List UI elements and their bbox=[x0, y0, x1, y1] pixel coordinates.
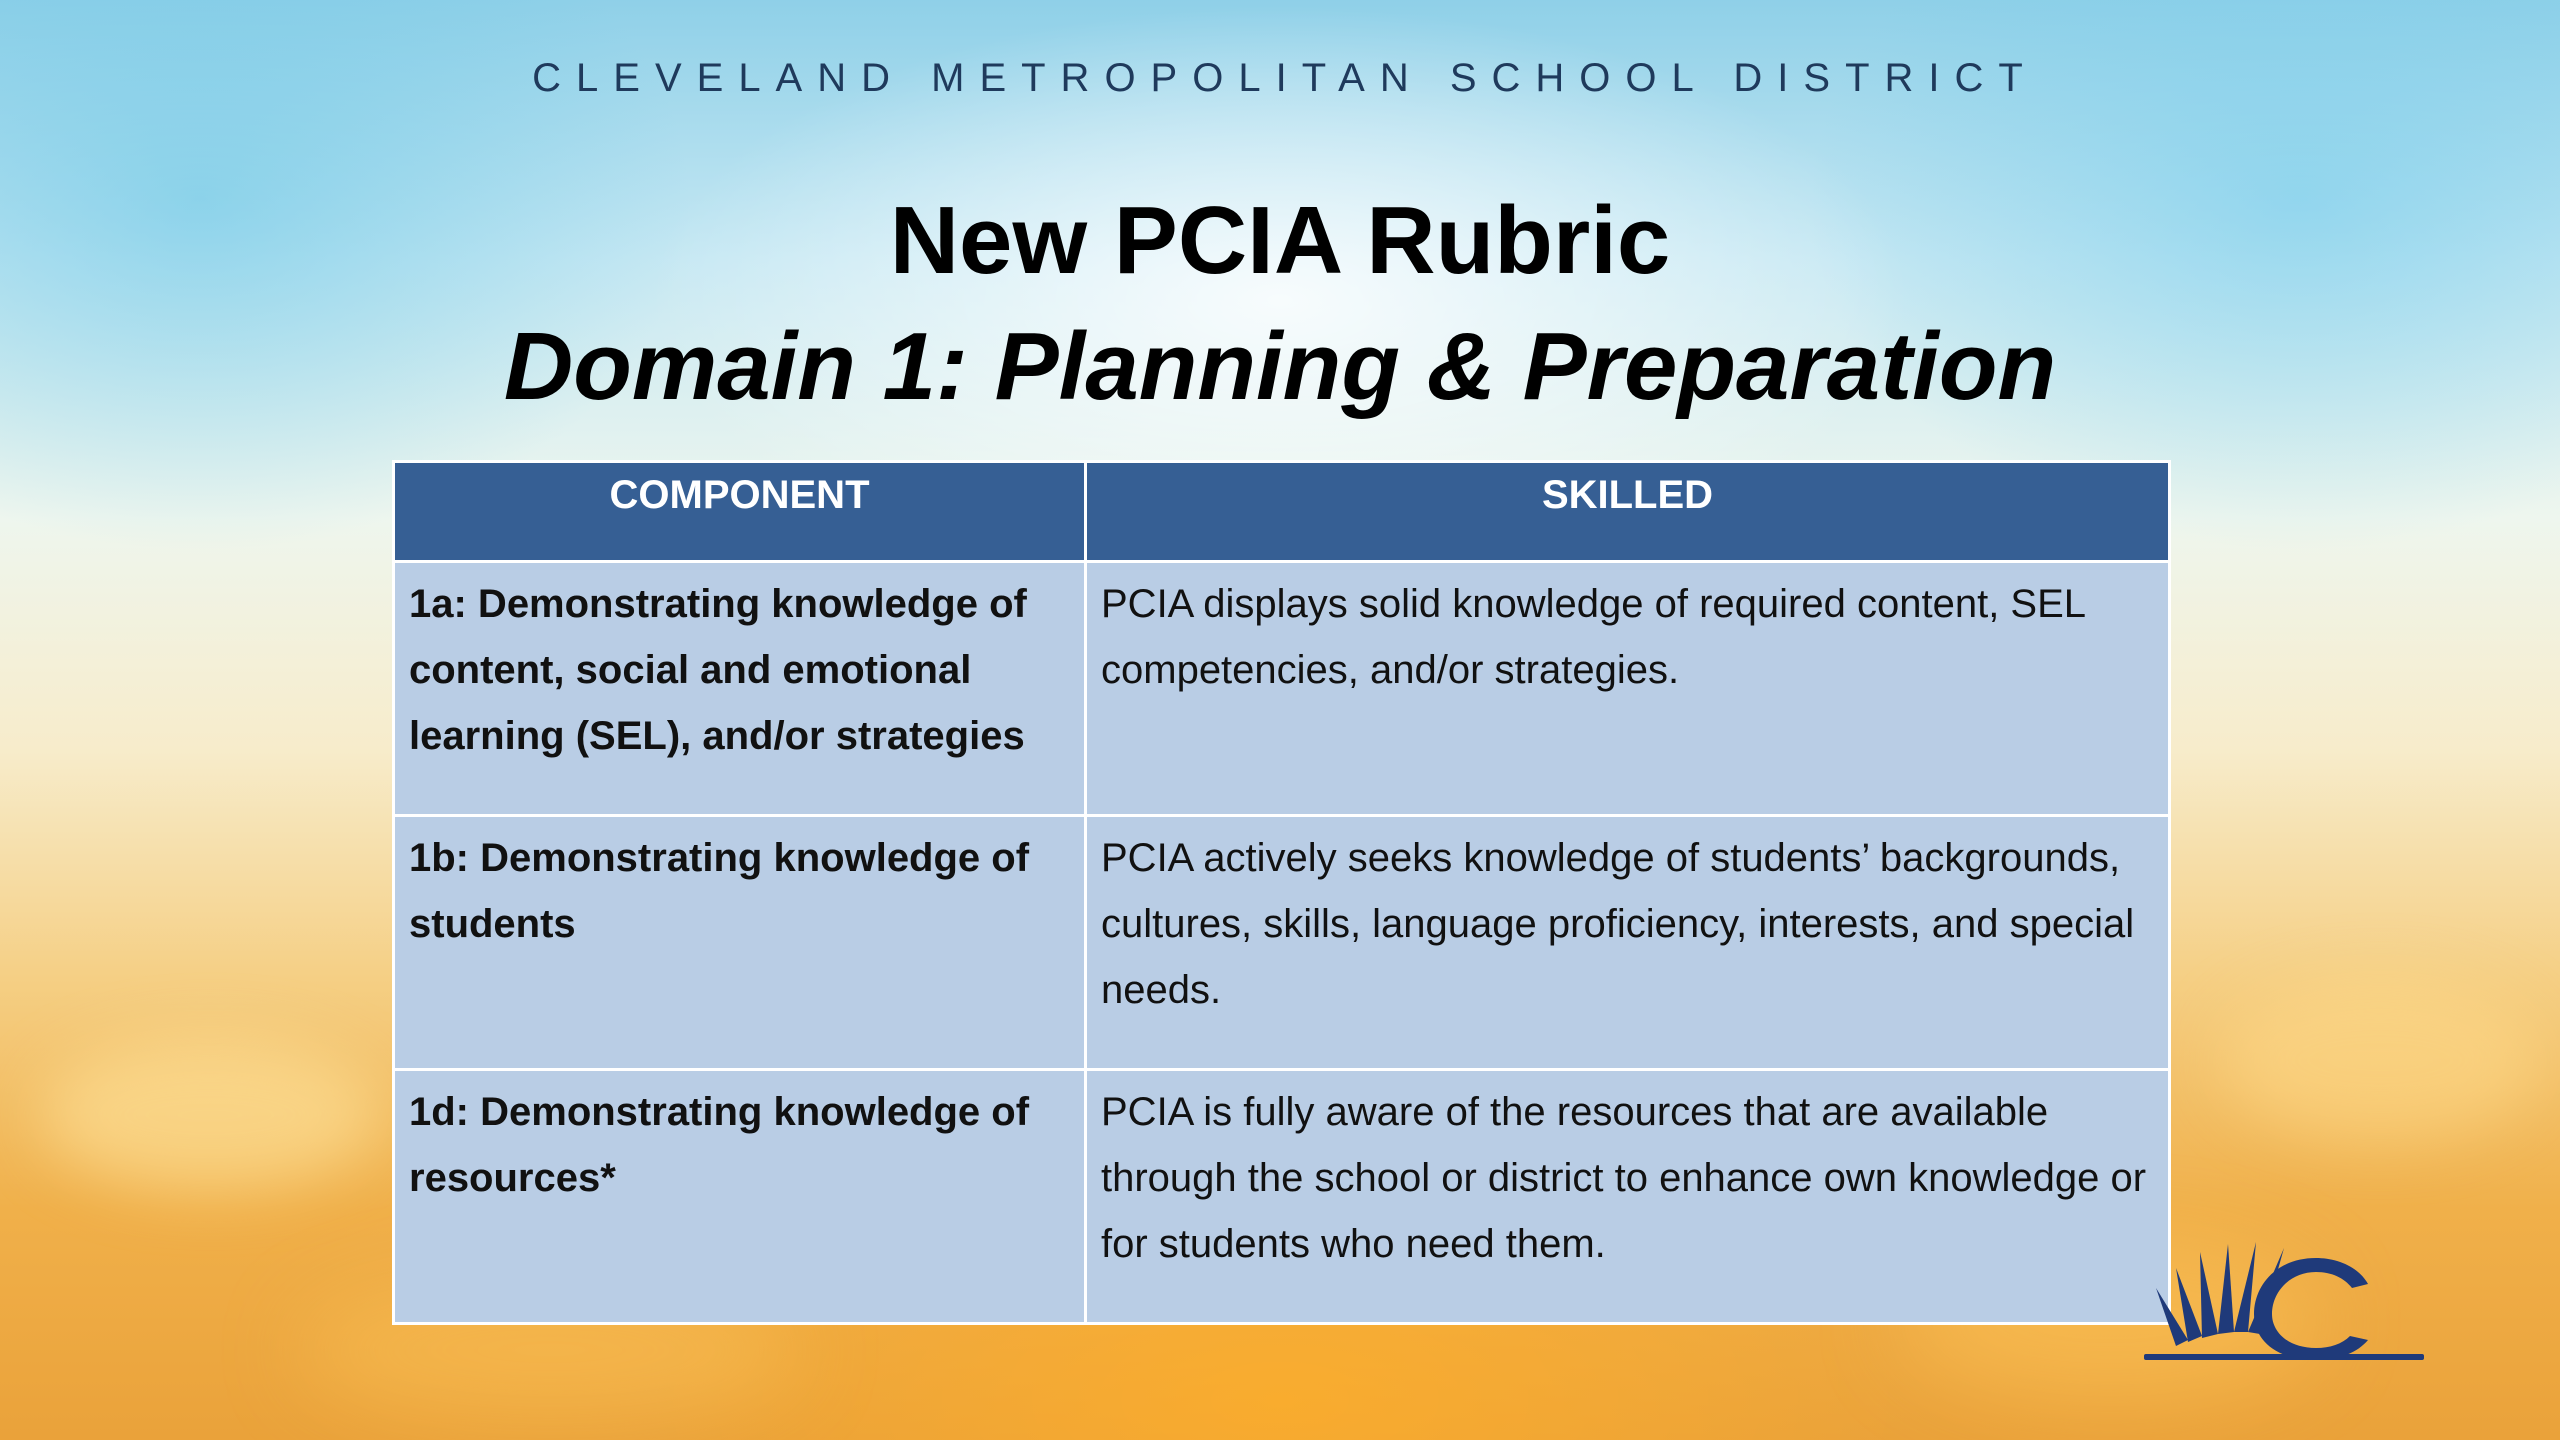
header-skilled: SKILLED bbox=[1086, 462, 2170, 562]
district-name: CLEVELAND METROPOLITAN SCHOOL DISTRICT bbox=[532, 56, 2038, 100]
skilled-cell: PCIA displays solid knowledge of required content, SEL competencies, and/or strategies. bbox=[1086, 562, 2170, 816]
table-row bbox=[394, 816, 2170, 1070]
component-cell: 1d: Demonstrating knowledge of resources* bbox=[394, 1070, 1086, 1324]
header-component: COMPONENT bbox=[394, 462, 1086, 562]
skilled-cell: PCIA actively seeks knowledge of students’ backgrounds, cultures, skills, language proficiency, interests, and special needs. bbox=[1086, 816, 2170, 1070]
table-row bbox=[394, 562, 2170, 816]
cmsd-logo-icon bbox=[2136, 1228, 2428, 1368]
slide-subtitle: Domain 1: Planning & Preparation bbox=[503, 313, 2057, 420]
component-cell: 1a: Demonstrating knowledge of content, social and emotional learning (SEL), and/or strategies bbox=[394, 562, 1086, 816]
rubric-table bbox=[392, 460, 2171, 1325]
background-glow bbox=[40, 1040, 380, 1190]
background-glow bbox=[2220, 980, 2540, 1140]
slide-title: New PCIA Rubric bbox=[889, 187, 1671, 294]
table-header-row bbox=[394, 462, 2170, 562]
skilled-cell: PCIA is fully aware of the resources that are available through the school or district to enhance own knowledge or for students who need them. bbox=[1086, 1070, 2170, 1324]
table-row bbox=[394, 1070, 2170, 1324]
component-cell: 1b: Demonstrating knowledge of students bbox=[394, 816, 1086, 1070]
